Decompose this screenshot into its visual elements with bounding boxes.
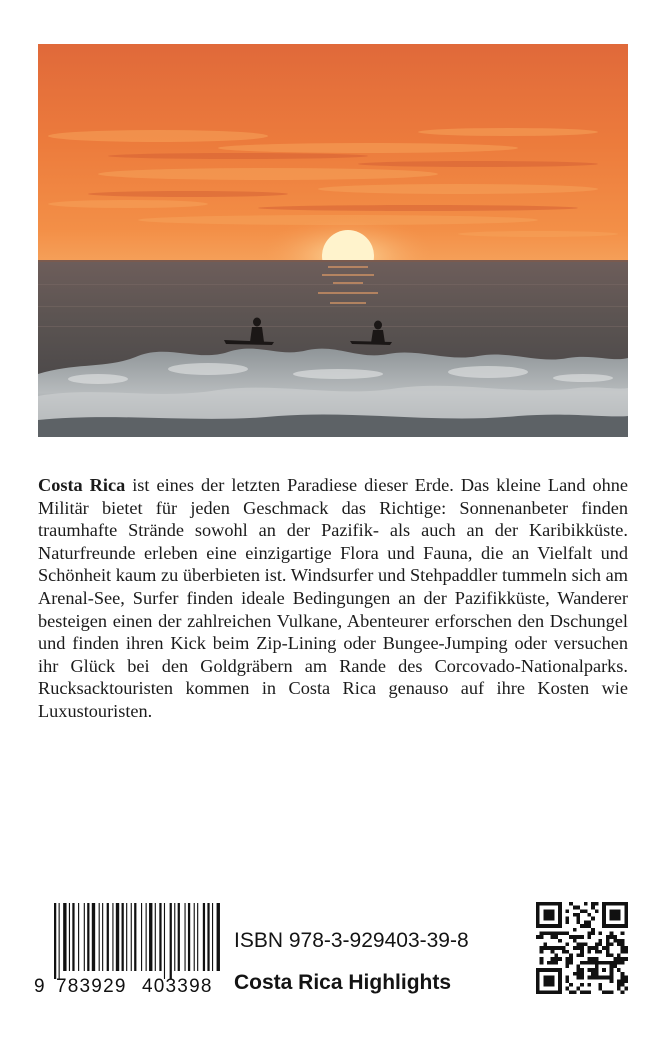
cover-photo <box>38 44 628 437</box>
qr-code <box>536 902 628 994</box>
barcode-lead-digit: 9 <box>34 976 45 997</box>
blurb-text <box>38 474 628 723</box>
barcode-bars <box>34 903 220 979</box>
blurb-body: ist eines der letzten Paradiese dieser Erde. Das kleine Land ohne Militär bietet für jeden Geschmack das Richtige: Sonnenanbeter finden traumhafte Strände sowohl an der Pazifik- als auch an der Karibikküste. Naturfreunde erleben eine einzigartige Flora und Fauna, die an Vielfalt und Schönheit kaum zu überbieten ist. Windsurfer und Stehpaddler tummeln sich am Arenal-See, Surfer finden ideale Bedingungen an der Pazifikküste, Wanderer besteigen einen der zahlreichen Vulkane, Abenteurer erforschen den Dschungel und finden ihren Kick beim Zip-Lining oder Bungee-Jumping oder versuchen ihr Glück bei den Goldgräbern am Rande des Corcovado-Nationalparks. Rucksacktouristen kommen in Costa Rica genauso auf ihre Kosten wie Luxustouristen. <box>38 475 628 721</box>
barcode-group-1: 783929 <box>56 976 127 997</box>
qr-code-modules <box>536 902 628 994</box>
book-title: Costa Rica Highlights <box>234 971 452 994</box>
blurb-lead: Costa Rica <box>38 475 126 495</box>
barcode-group-2: 403398 <box>142 976 213 997</box>
isbn-label: ISBN 978-3-929403-39-8 <box>234 929 469 952</box>
barcode-digits <box>34 975 220 999</box>
sunset-surfers-image <box>38 44 628 437</box>
barcode <box>34 903 220 999</box>
